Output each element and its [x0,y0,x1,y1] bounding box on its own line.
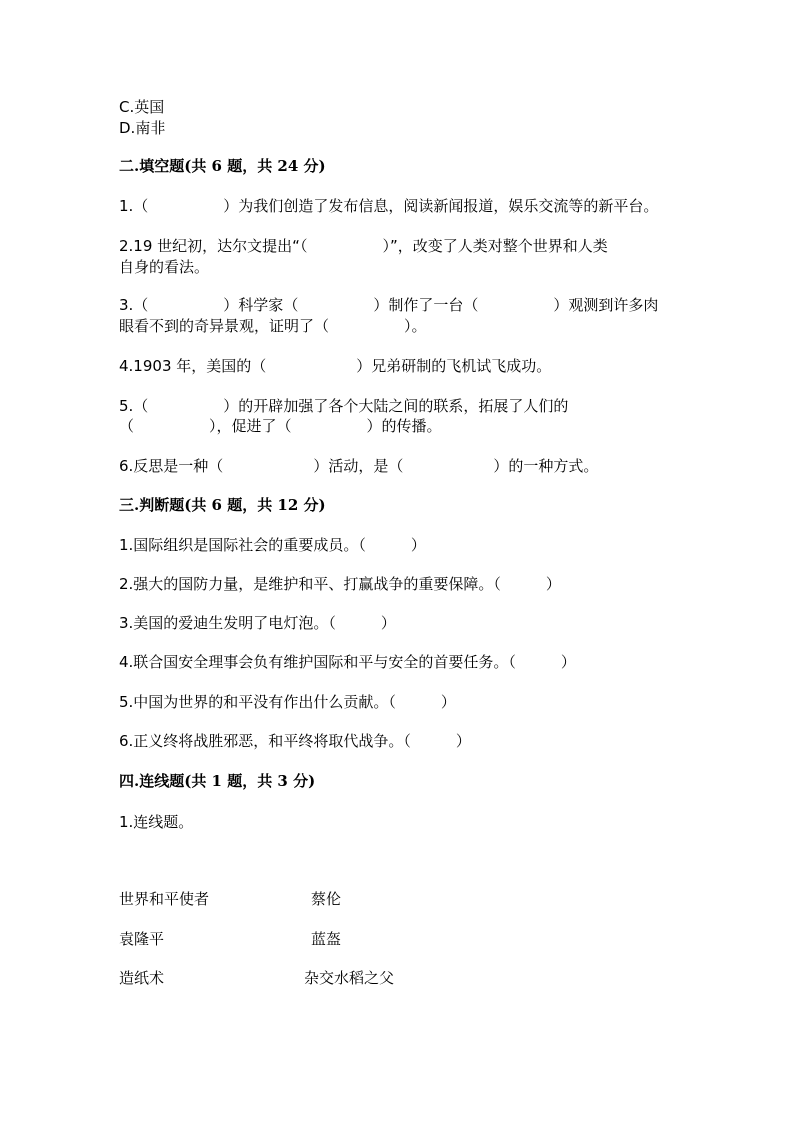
section4-heading: 四.连线题(共 1 题，共 3 分) [119,772,316,790]
matching-right-item: 杂交水稻之父 [304,969,395,987]
judge-question-1: 1.国际组织是国际社会的重要成员。（ ） [119,536,426,554]
judge-question-5: 5.中国为世界的和平没有作出什么贡献。（ ） [119,693,456,711]
fill-question-6: 6.反思是一种（ ）活动，是（ ）的一种方式。 [119,457,599,475]
fill-question-5-line1: 5.（ ）的开辟加强了各个大陆之间的联系，拓展了人们的 [119,397,569,415]
option-d: D.南非 [119,119,166,137]
fill-question-3-line1: 3.（ ）科学家（ ）制作了一台（ ）观测到许多肉 [119,296,659,314]
matching-left-item: 世界和平使者 [119,890,210,908]
matching-right-item: 蔡伦 [311,890,342,908]
judge-question-2: 2.强大的国防力量，是维护和平、打赢战争的重要保障。（ ） [119,575,561,593]
fill-question-3-line2: 眼看不到的奇异景观，证明了（ ）。 [119,317,427,335]
option-c: C.英国 [119,98,165,116]
matching-right-item: 蓝盔 [311,930,342,948]
judge-question-4: 4.联合国安全理事会负有维护国际和平与安全的首要任务。（ ） [119,653,576,671]
matching-left-item: 袁隆平 [119,930,165,948]
section3-heading: 三.判断题(共 6 题，共 12 分) [119,496,326,514]
fill-question-4: 4.1903 年，美国的（ ）兄弟研制的飞机试飞成功。 [119,357,552,375]
fill-question-5-line2: （ ），促进了（ ）的传播。 [119,417,442,435]
matching-question-1: 1.连线题。 [119,813,194,831]
judge-question-6: 6.正义终将战胜邪恶，和平终将取代战争。（ ） [119,732,471,750]
fill-question-1: 1.（ ）为我们创造了发布信息，阅读新闻报道，娱乐交流等的新平台。 [119,197,659,215]
section2-heading: 二.填空题(共 6 题，共 24 分) [119,157,326,175]
fill-question-2-line2: 自身的看法。 [119,258,210,276]
fill-question-2-line1: 2.19 世纪初，达尔文提出“（ ）”，改变了人类对整个世界和人类 [119,237,608,255]
judge-question-3: 3.美国的爱迪生发明了电灯泡。（ ） [119,614,396,632]
matching-left-item: 造纸术 [119,969,165,987]
